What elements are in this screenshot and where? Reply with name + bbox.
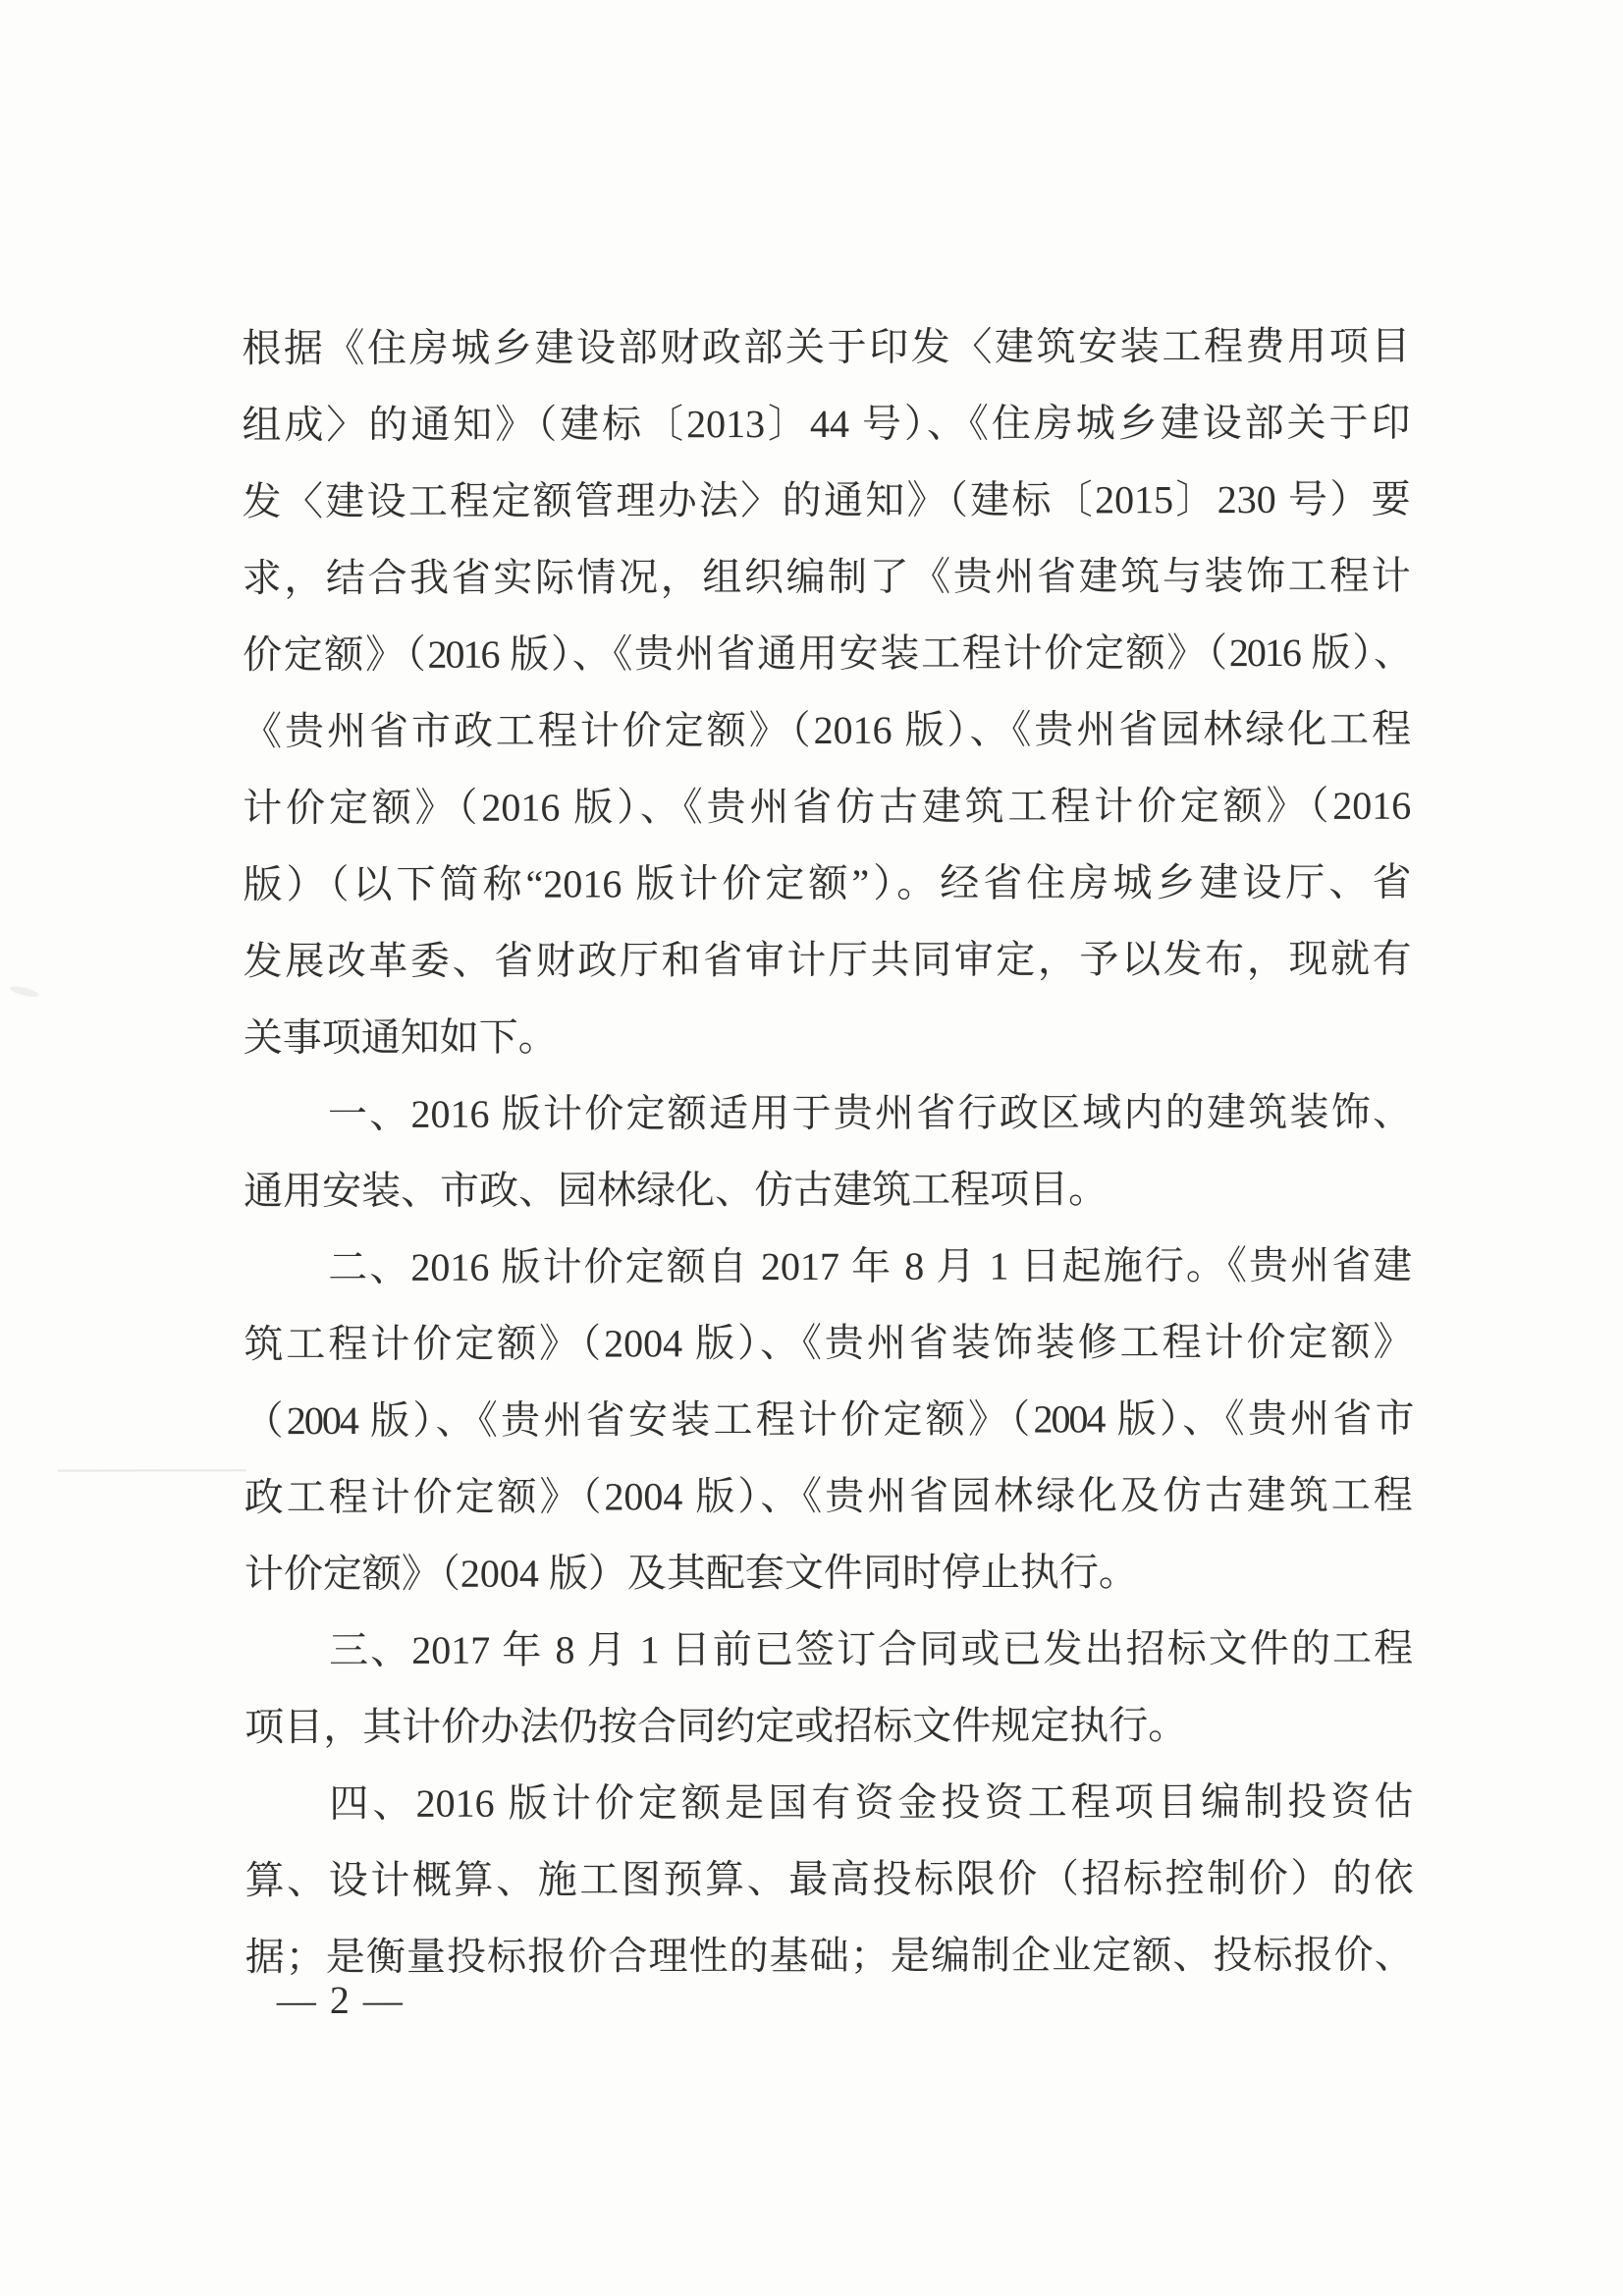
paragraph-item-2	[243, 1228, 1413, 1613]
text-line: 版）（以下简称“2016 版计价定额”）。经省住房城乡建设厅、省	[243, 859, 1412, 907]
text-line: 组成〉的通知》（建标〔2013〕44 号）、《住房城乡建设部关于印	[242, 400, 1411, 448]
text-line: 项目，其计价办法仍按合同约定或招标文件规定执行。	[244, 1703, 1188, 1750]
text-line: 发〈建设工程定额管理办法〉的通知》（建标〔2015〕230 号）要	[242, 476, 1411, 524]
text-line: 计价定额》（2004 版）及其配套文件同时停止执行。	[243, 1550, 1138, 1597]
scan-artifact-streak	[58, 1469, 246, 1471]
document-body	[242, 308, 1414, 1995]
text-line: 根据《住房城乡建设部财政部关于印发〈建筑安装工程费用项目	[242, 323, 1411, 371]
text-line: 一、2016 版计价定额适用于贵州省行政区域内的建筑装饰、	[327, 1089, 1412, 1137]
text-line: （2004 版）、《贵州省安装工程计价定额》（2004 版）、《贵州省市	[243, 1395, 1413, 1444]
paragraph-intro	[242, 308, 1412, 1076]
text-line: 筑工程计价定额》（2004 版）、《贵州省装饰装修工程计价定额》	[243, 1319, 1413, 1367]
paragraph-item-1	[243, 1074, 1412, 1230]
text-line: 价定额》（2016 版）、《贵州省通用安装工程计价定额》（2016 版）、	[242, 629, 1411, 678]
text-line: 算、设计概算、施工图预算、最高投标限价（招标控制价）的依	[244, 1855, 1414, 1903]
text-line: 关事项通知如下。	[243, 1014, 558, 1061]
text-line: 通用安装、市政、园林绿化、仿古建筑工程项目。	[243, 1167, 1109, 1214]
text-line: 政工程计价定额》（2004 版）、《贵州省园林绿化及仿古建筑工程	[243, 1472, 1413, 1520]
text-line: 计价定额》（2016 版）、《贵州省仿古建筑工程计价定额》（2016	[243, 783, 1412, 831]
text-line: 《贵州省市政工程计价定额》（2016 版）、《贵州省园林绿化工程	[243, 706, 1412, 754]
paragraph-item-4	[244, 1764, 1413, 1995]
page-number: — 2 —	[276, 1977, 405, 2023]
scan-artifact-smudge	[9, 984, 39, 999]
text-line: 发展改革委、省财政厅和省审计厅共同审定，予以发布，现就有	[243, 936, 1412, 984]
text-line: 二、2016 版计价定额自 2017 年 8 月 1 日起施行。《贵州省建	[328, 1242, 1413, 1290]
text-line: 四、2016 版计价定额是国有资金投资工程项目编制投资估	[329, 1778, 1414, 1827]
text-line: 求，结合我省实际情况，组织编制了《贵州省建筑与装饰工程计	[242, 553, 1411, 601]
paragraph-item-3	[244, 1611, 1413, 1766]
text-line: 三、2017 年 8 月 1 日前已签订合同或已发出招标文件的工程	[329, 1625, 1414, 1673]
text-line: 据；是衡量投标报价合理性的基础；是编制企业定额、投标报价、	[244, 1932, 1414, 1980]
